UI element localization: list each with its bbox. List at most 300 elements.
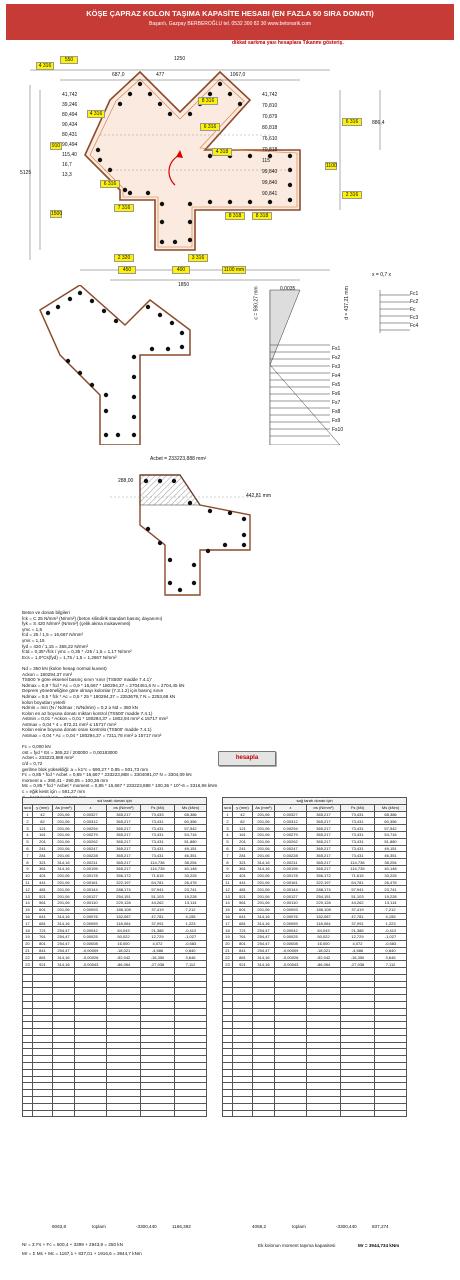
table-cell: [341, 995, 375, 1002]
table-cell: [307, 988, 341, 995]
table-cell: [75, 1083, 107, 1090]
table-cell: 441: [33, 879, 53, 886]
table-cell: 0,00279: [275, 831, 307, 838]
rebar-dot: [90, 299, 94, 303]
bar-label-top-left: 4 316: [36, 62, 54, 70]
table-cell: [275, 1069, 307, 1076]
table-cell: 314,16: [253, 865, 275, 872]
table-cell: 60,356: [375, 818, 407, 825]
table-cell: 0,00195: [75, 865, 107, 872]
table-cell: -0,00026: [75, 954, 107, 961]
table-row: [223, 988, 407, 995]
table-cell: [307, 1042, 341, 1049]
table-cell: -27,038: [141, 961, 175, 968]
table-cell: [175, 1001, 207, 1008]
table-cell: [375, 1035, 407, 1042]
rebar-dot: [98, 158, 102, 162]
table-cell: 3,646: [175, 954, 207, 961]
table-cell: 68,386: [375, 811, 407, 818]
table-row: [23, 995, 207, 1002]
table-cell: [253, 1083, 275, 1090]
table-cell: [341, 1042, 375, 1049]
rebar-dot: [138, 82, 142, 86]
table-cell: 0,00110: [275, 899, 307, 906]
rebar-dot: [160, 202, 164, 206]
table-cell: [53, 1097, 75, 1104]
table-cell: 0,00247: [75, 845, 107, 852]
table-cell: 12: [23, 886, 33, 893]
table-row: [23, 1083, 207, 1090]
table-cell: [175, 1008, 207, 1015]
table-row: [223, 1022, 407, 1029]
table-row: [223, 893, 407, 900]
table-header-cell: Ms (kNm): [375, 804, 407, 811]
table-cell: 0,00059: [75, 920, 107, 927]
table-cell: 57,542: [375, 825, 407, 832]
table-cell: [33, 1083, 53, 1090]
table-cell: 0,00247: [275, 845, 307, 852]
table-cell: 801: [233, 940, 253, 947]
table-cell: 0,00312: [75, 818, 107, 825]
rebar-dot: [128, 191, 132, 195]
table-cell: 254,151: [307, 893, 341, 900]
calc-line: γms = 1,15: [22, 637, 45, 643]
table-row: [23, 967, 207, 974]
table-cell: 201: [33, 838, 53, 845]
table-cell: [341, 1083, 375, 1090]
table-row: [223, 1015, 407, 1022]
table-row: [23, 1008, 207, 1015]
table-cell: 314,16: [253, 859, 275, 866]
rebar-dot: [188, 202, 192, 206]
table-cell: 21,386: [341, 927, 375, 934]
table-cell: [107, 1056, 141, 1063]
table-cell: 365,217: [107, 838, 141, 845]
table-cell: [175, 1097, 207, 1104]
left-total-ms: 1166,392: [172, 1224, 191, 1229]
table-cell: 26,476: [375, 879, 407, 886]
table-cell: 12,729: [341, 933, 375, 940]
table-cell: [307, 1015, 341, 1022]
table-cell: 0,00025: [75, 933, 107, 940]
table-row: [223, 1001, 407, 1008]
table-cell: [233, 967, 253, 974]
table-cell: 322,197: [307, 879, 341, 886]
rebar-dot: [146, 191, 150, 195]
table-cell: 161: [233, 831, 253, 838]
table-cell: [53, 1035, 75, 1042]
table-cell: 84,043: [307, 927, 341, 934]
table-cell: [23, 1008, 33, 1015]
table-cell: 761: [233, 933, 253, 940]
table-cell: 201,06: [253, 879, 275, 886]
table-cell: 314,16: [53, 920, 75, 927]
table-cell: 201,06: [53, 879, 75, 886]
table-cell: -18,021: [107, 947, 141, 954]
table-cell: 1,223: [175, 920, 207, 927]
table-cell: 314,16: [253, 954, 275, 961]
table-cell: 365,217: [307, 811, 341, 818]
table-cell: [233, 1076, 253, 1083]
table-cell: [141, 1069, 175, 1076]
table-cell: [223, 1103, 233, 1110]
table-cell: 365,217: [307, 825, 341, 832]
table-cell: -0,00026: [275, 954, 307, 961]
rebar-dot: [228, 200, 232, 204]
table-cell: [223, 1090, 233, 1097]
table-cell: [175, 1049, 207, 1056]
table-cell: 314,16: [253, 920, 275, 927]
table-header-cell: Fs (kN): [141, 804, 175, 811]
table-cell: [307, 1022, 341, 1029]
plan-bottom-dim-1: 450: [118, 266, 136, 274]
table-cell: 186,108: [107, 906, 141, 913]
table-cell: [175, 1090, 207, 1097]
table-cell: [307, 1083, 341, 1090]
table-cell: 2: [23, 818, 33, 825]
table-row: [23, 954, 207, 961]
table-cell: 64,781: [341, 879, 375, 886]
left-table-title: sol tarafı donatı için: [23, 798, 207, 805]
table-cell: [223, 1097, 233, 1104]
table-cell: 4: [23, 831, 33, 838]
table-cell: [175, 1069, 207, 1076]
table-cell: [253, 1001, 275, 1008]
table-cell: 365,217: [307, 845, 341, 852]
table-cell: [141, 1090, 175, 1097]
table-cell: 16: [223, 913, 233, 920]
rebar-dot: [118, 102, 122, 106]
table-cell: 5: [23, 838, 33, 845]
rebar-dot: [248, 154, 252, 158]
table-cell: [341, 967, 375, 974]
table-cell: 0,00161: [275, 879, 307, 886]
table-cell: 37,419: [341, 906, 375, 913]
table-cell: [253, 1042, 275, 1049]
table-cell: 641: [33, 913, 53, 920]
calculation-text: [22, 610, 452, 800]
table-cell: [223, 1001, 233, 1008]
table-cell: -1,027: [375, 933, 407, 940]
table-cell: [375, 1110, 407, 1117]
table-cell: 49,151: [175, 845, 207, 852]
table-cell: 10: [223, 872, 233, 879]
table-row: [223, 859, 407, 866]
table-row: [223, 906, 407, 913]
table-cell: [275, 1110, 307, 1117]
table-cell: 314,16: [253, 961, 275, 968]
table-cell: [275, 1076, 307, 1083]
table-cell: 6: [23, 845, 33, 852]
table-cell: 401: [33, 872, 53, 879]
table-cell: 0,00008: [75, 940, 107, 947]
calc-line: gerilme blok yüksekliği: a = k1*c = 590,27 * 0,85 = 501,73 mm: [22, 766, 149, 772]
table-cell: [253, 995, 275, 1002]
table-cell: [107, 1090, 141, 1097]
table-cell: 201,06: [253, 893, 275, 900]
table-header-cell: As (mm²): [253, 804, 275, 811]
table-cell: 0,00327: [75, 811, 107, 818]
table-cell: [141, 1110, 175, 1117]
table-cell: [233, 1097, 253, 1104]
table-cell: 288,174: [107, 886, 141, 893]
table-cell: 356,172: [307, 872, 341, 879]
table-cell: 114,736: [341, 859, 375, 866]
table-cell: [307, 1008, 341, 1015]
table-cell: 361: [233, 865, 253, 872]
table-cell: 37,091: [341, 920, 375, 927]
dist-left-column: 41,742 39,246 80,494 90,434 80,431 90,494 115,40 16,7 13,3: [62, 92, 78, 178]
table-cell: 201,06: [53, 899, 75, 906]
rebar-dot: [166, 347, 170, 351]
table-cell: [341, 1063, 375, 1070]
table-cell: [223, 1015, 233, 1022]
table-cell: 73,431: [341, 838, 375, 845]
table-cell: 68,386: [175, 811, 207, 818]
table-cell: 18: [23, 927, 33, 934]
table-cell: [23, 1056, 33, 1063]
table-cell: [307, 995, 341, 1002]
table-cell: 1: [23, 811, 33, 818]
table-cell: [223, 1008, 233, 1015]
rebar-dot: [168, 581, 172, 585]
table-cell: 0,00127: [275, 893, 307, 900]
table-row: [223, 995, 407, 1002]
rebar-dot: [144, 479, 148, 483]
table-cell: 51,103: [141, 893, 175, 900]
table-cell: 161: [33, 831, 53, 838]
table-cell: [341, 1056, 375, 1063]
table-cell: 37,091: [141, 920, 175, 927]
table-cell: 40,148: [375, 865, 407, 872]
table-cell: 881: [33, 954, 53, 961]
table-cell: 0,00059: [275, 920, 307, 927]
table-cell: 19,228: [175, 893, 207, 900]
table-cell: [233, 1083, 253, 1090]
rebar-dot: [132, 433, 136, 437]
table-row: [223, 886, 407, 893]
table-cell: 23: [223, 961, 233, 968]
table-row: [223, 913, 407, 920]
calc-line: Beton ve donatı bilgileri: [22, 610, 70, 615]
table-cell: 8: [223, 859, 233, 866]
table-cell: 71,615: [141, 872, 175, 879]
table-cell: 0,00144: [75, 886, 107, 893]
table-row: [223, 1097, 407, 1104]
table-cell: [141, 1049, 175, 1056]
table-cell: [23, 1103, 33, 1110]
table-cell: 22: [223, 954, 233, 961]
calc-line: TS500 'e göre eksenel basınç sınırı 'sınır (TS500' madde 7.4.1)': [22, 677, 152, 683]
table-cell: 201,06: [53, 886, 75, 893]
calc-line: fyk = S 420 N/mm² (N/mm²) (çelik akma mukavemeti): [22, 621, 131, 627]
table-cell: 0,00294: [75, 825, 107, 832]
rebar-dot: [68, 297, 72, 301]
table-cell: [53, 981, 75, 988]
table-cell: [275, 988, 307, 995]
plan-left-dim-total: 5125: [20, 170, 32, 176]
table-cell: [107, 1076, 141, 1083]
table-cell: 26,476: [175, 879, 207, 886]
table-cell: 4,072: [341, 940, 375, 947]
table-cell: 118,064: [107, 920, 141, 927]
calc-line: moment a = 390,41 - 290,05 = 100,36 mm: [22, 777, 109, 783]
table-cell: [341, 1029, 375, 1036]
rebar-dot: [178, 588, 182, 592]
table-cell: 365,217: [307, 865, 341, 872]
table-cell: [23, 1001, 33, 1008]
rebar-dot: [132, 355, 136, 359]
table-row: [23, 893, 207, 900]
rebar-dot: [116, 433, 120, 437]
table-cell: [233, 1049, 253, 1056]
table-cell: 114,736: [141, 859, 175, 866]
table-cell: [75, 974, 107, 981]
table-cell: 44,262: [141, 899, 175, 906]
table-cell: [107, 981, 141, 988]
table-cell: [141, 1029, 175, 1036]
table-cell: 0,00262: [75, 838, 107, 845]
table-cell: [107, 995, 141, 1002]
hesapla-button[interactable]: hesapla: [218, 751, 276, 766]
table-cell: [307, 1029, 341, 1036]
table-cell: -27,038: [341, 961, 375, 968]
table-cell: 201,06: [253, 825, 275, 832]
right-total-label: toplam: [292, 1224, 306, 1229]
rebar-dot: [132, 415, 136, 419]
rebar-dot: [168, 112, 172, 116]
footer-line-1: Nr = Σ Fs + Fc = 500,4 + 3399 + 2943,9 = 250 kN: [22, 1242, 123, 1247]
table-cell: [307, 974, 341, 981]
table-cell: 8: [23, 859, 33, 866]
table-cell: 11: [23, 879, 33, 886]
table-cell: 441: [233, 879, 253, 886]
table-cell: 201,06: [53, 811, 75, 818]
table-header-cell: ε: [75, 804, 107, 811]
rebar-dot: [288, 183, 292, 187]
table-cell: [253, 1103, 275, 1110]
table-cell: [233, 974, 253, 981]
table-row: [23, 1090, 207, 1097]
calc-line: fck = C 25 N/mm² (N/mm²) (beton silindirik standart basınç dayanımı): [22, 615, 163, 621]
table-cell: 7: [223, 852, 233, 859]
table-cell: 20: [23, 940, 33, 947]
table-cell: [233, 1110, 253, 1117]
plan-right-dim-2: 886,4: [372, 120, 385, 126]
table-cell: 361: [33, 865, 53, 872]
table-cell: [175, 995, 207, 1002]
table-cell: [375, 1069, 407, 1076]
table-header-cell: Ms (kNm): [175, 804, 207, 811]
table-cell: 60,356: [175, 818, 207, 825]
rebar-dot: [172, 479, 176, 483]
table-cell: [53, 995, 75, 1002]
table-cell: 71,615: [341, 872, 375, 879]
table-row: [223, 1056, 407, 1063]
table-cell: [223, 1049, 233, 1056]
table-cell: [107, 1049, 141, 1056]
table-cell: -0,583: [375, 940, 407, 947]
table-row: [223, 852, 407, 859]
table-cell: [141, 1103, 175, 1110]
table-cell: 481: [33, 886, 53, 893]
table-cell: 314,16: [53, 954, 75, 961]
table-cell: 13: [223, 893, 233, 900]
table-cell: -86,064: [107, 961, 141, 968]
table-cell: [53, 1029, 75, 1036]
force-labels: Fs1 Fs2 Fs3 Fs4 Fs5 Fs6 Fs7 Fs8 Fs9 Fs10: [332, 346, 344, 433]
table-cell: [233, 1029, 253, 1036]
calc-line: Deprem yönetmeliğine göre olmayı kolonlar (7.3.1.2) için basınç sınırı: [22, 688, 164, 694]
table-cell: [307, 1001, 341, 1008]
table-cell: [107, 988, 141, 995]
table-cell: 0,840: [375, 947, 407, 954]
table-cell: [23, 1063, 33, 1070]
table-cell: [307, 1076, 341, 1083]
table-cell: -16,350: [341, 954, 375, 961]
calc-line: Astmax = 0,04 * Ac = 0,04 * 180294,37 = 7211,78 mm² ≥ 15717 mm²: [22, 733, 162, 739]
plan-top-dim-c: 1067,0: [230, 72, 246, 78]
table-cell: [141, 1063, 175, 1070]
table-row: [23, 872, 207, 879]
table-cell: [341, 1069, 375, 1076]
table-cell: 0,00025: [275, 933, 307, 940]
table-cell: 57,941: [141, 886, 175, 893]
table-cell: [141, 1022, 175, 1029]
rebar-dot: [188, 220, 192, 224]
table-row: [223, 933, 407, 940]
table-cell: 18: [223, 927, 233, 934]
table-cell: 841: [233, 947, 253, 954]
table-cell: [375, 1090, 407, 1097]
table-cell: 7,212: [175, 906, 207, 913]
table-cell: 201,06: [53, 845, 75, 852]
table-cell: 201,06: [53, 831, 75, 838]
footer-line-2: Mr = Σ Ms + Mc = 1167,1 + 837,01 + 1916,6 = 3944,7 kNm: [22, 1251, 142, 1256]
table-cell: [141, 1001, 175, 1008]
table-cell: 23: [23, 961, 33, 968]
rebar-dot: [148, 92, 152, 96]
table-cell: [253, 1049, 275, 1056]
calc-line: fctd = 0,35*√fck / γmc = 0,35 * √25 / 1,5 = 1,17 N/mm²: [22, 649, 132, 655]
table-cell: [141, 995, 175, 1002]
table-cell: [253, 1069, 275, 1076]
table-cell: 201,06: [253, 845, 275, 852]
table-cell: 254,47: [53, 933, 75, 940]
table-cell: 0,00228: [275, 852, 307, 859]
table-cell: [375, 988, 407, 995]
bar-label-top-left2: 4 316: [87, 110, 105, 118]
table-cell: [375, 981, 407, 988]
table-cell: 201,06: [253, 906, 275, 913]
table-cell: 365,217: [107, 865, 141, 872]
table-row: [23, 1001, 207, 1008]
table-cell: [341, 1022, 375, 1029]
table-cell: [341, 1049, 375, 1056]
calc-line: Astmax = 0,04 * 4 = 872,21 mm² ≤ 15717 mm²: [22, 721, 117, 727]
rebar-dot: [158, 102, 162, 106]
table-cell: [253, 967, 275, 974]
table-cell: [107, 1042, 141, 1049]
right-as-total: 4058,2: [252, 1224, 267, 1229]
table-cell: 921: [33, 961, 53, 968]
table-row: [23, 906, 207, 913]
table-cell: 114,735: [141, 865, 175, 872]
table-cell: [107, 1015, 141, 1022]
table-cell: [107, 1001, 141, 1008]
table-cell: 0,00279: [75, 831, 107, 838]
table-cell: 82: [233, 818, 253, 825]
